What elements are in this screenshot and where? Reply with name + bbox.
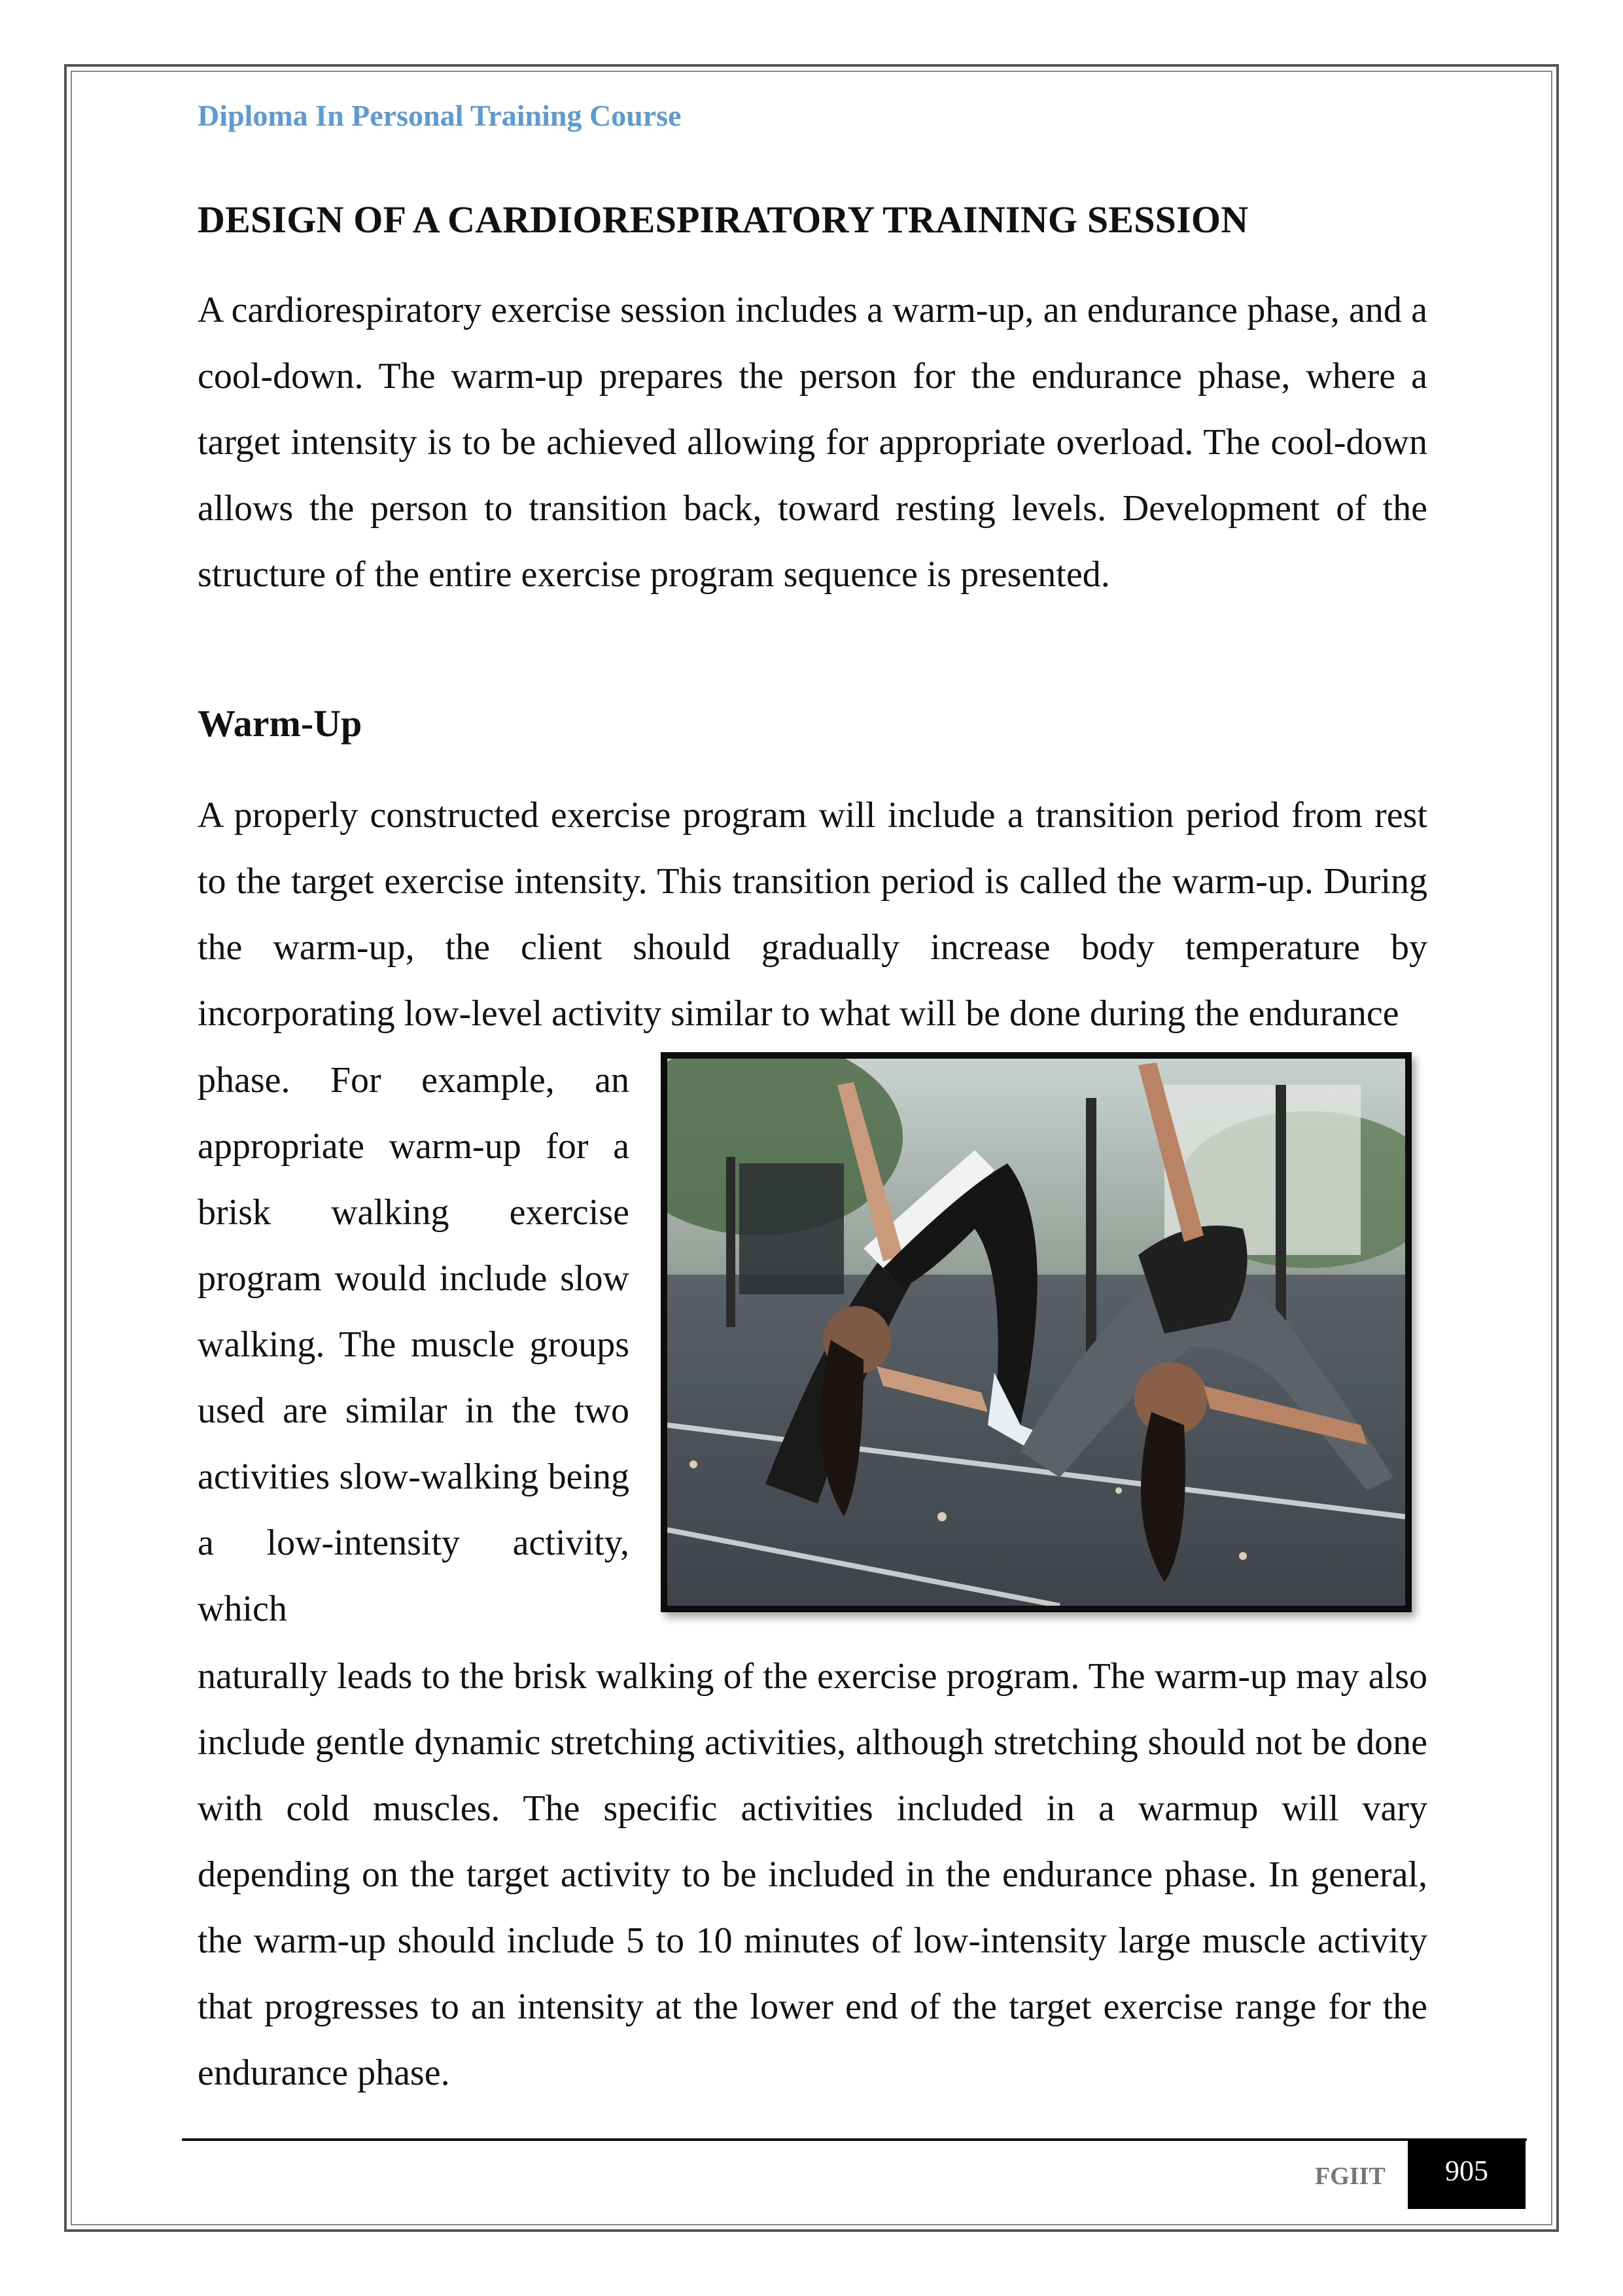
warmup-paragraph-wrapped: phase. For example, an appropriate warm-up for a brisk walking exercise program would include slow walking. The muscle groups used are similar in the two activities slow-walking being a low-intensity activity, which	[198, 1060, 629, 1629]
warmup-heading: Warm-Up	[198, 702, 362, 745]
main-heading: DESIGN OF A CARDIORESPIRATORY TRAINING SESSION	[198, 198, 1249, 241]
page-number: 905	[1408, 2140, 1526, 2209]
warmup-paragraph-part2: naturally leads to the brisk walking of the exercise program. The warm-up may also include gentle dynamic stretching activities, although stretching should not be done with cold muscles. The specific activities included in a warmup will vary depending on the target activity to be included in the endurance phase. In general, the warm-up should include 5 to 10 minutes of low-intensity large muscle activity that progresses to an intensity at the lower end of the target exercise range for the endurance phase.	[198, 1656, 1427, 2093]
course-title: Diploma In Personal Training Course	[198, 99, 682, 132]
footer-rule	[182, 2138, 1527, 2141]
stretching-photo-illustration	[667, 1059, 1405, 1606]
footer-org: FGIIT	[1315, 2163, 1386, 2190]
warmup-paragraph-part1: A properly constructed exercise program will include a transition period from rest to the target exercise intensity. This transition period is called the warm-up. During the warm-up, the client should gradually increase body temperature by incorporating low-level activity similar to what will be done during the endurance	[198, 795, 1427, 1034]
intro-paragraph: A cardiorespiratory exercise session includes a warm-up, an endurance phase, and a cool-down. The warm-up prepares the person for the endurance phase, where a target intensity is to be achieved allowing for appropriate overload. The cool-down allows the person to transition back, toward resting levels. Development of the structure of the entire exercise program sequence is presented.	[198, 290, 1427, 595]
stretching-photo	[661, 1052, 1412, 1612]
